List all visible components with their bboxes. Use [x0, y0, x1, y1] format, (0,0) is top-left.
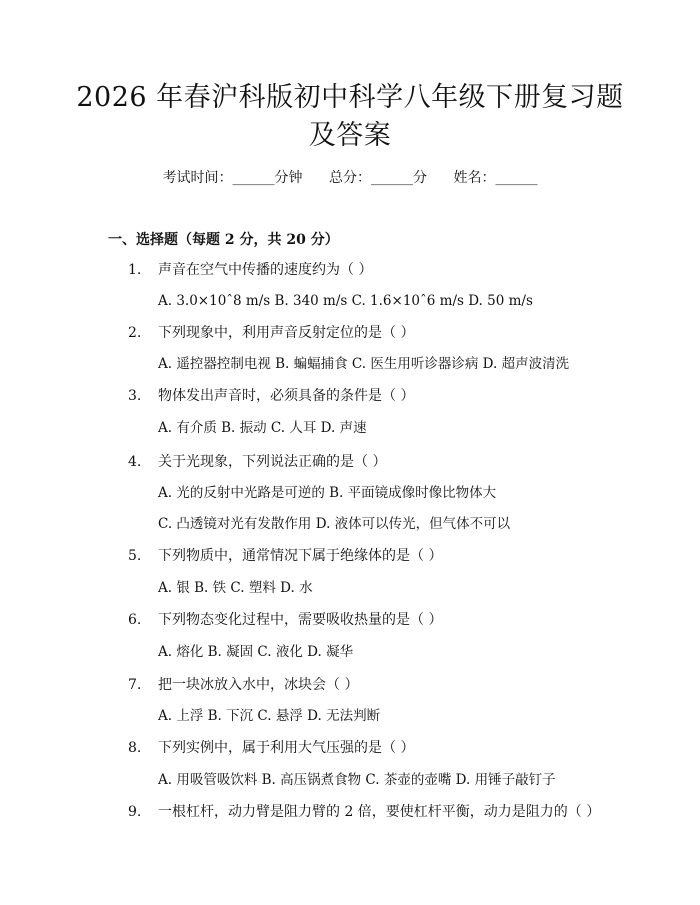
- question-3: [128, 387, 414, 405]
- question-4-options-line-2: C. 凸透镜对光有发散作用 D. 液体可以传光，但气体不可以: [158, 516, 511, 532]
- question-7: [128, 676, 358, 694]
- question-9: [128, 803, 600, 821]
- question-text: 关于光现象，下列说法正确的是（ ）: [158, 454, 387, 470]
- question-text: 下列实例中，属于利用大气压强的是（ ）: [158, 740, 415, 756]
- question-text: 声音在空气中传播的速度约为（ ）: [158, 262, 373, 278]
- question-number: 7.: [128, 677, 142, 693]
- student-name-field: 姓名：______: [453, 170, 538, 186]
- question-4-options-line-1: A. 光的反射中光路是可逆的 B. 平面镜成像时像比物体大: [158, 485, 497, 501]
- section-heading-choice: 一、选择题（每题 2 分，共 20 分）: [108, 232, 339, 248]
- question-2-options: A. 遥控器控制电视 B. 蝙蝠捕食 C. 医生用听诊器诊病 D. 超声波清洗: [158, 356, 570, 372]
- question-1-options: A. 3.0×10ˆ8 m/s B. 340 m/s C. 1.6×10ˆ6 m/s D. 50 m/s: [158, 293, 533, 309]
- question-text: 下列现象中，利用声音反射定位的是（ ）: [158, 325, 415, 341]
- question-1: [128, 261, 372, 279]
- question-number: 3.: [128, 388, 142, 404]
- question-7-options: A. 上浮 B. 下沉 C. 悬浮 D. 无法判断: [158, 708, 381, 724]
- question-number: 1.: [128, 262, 142, 278]
- question-number: 2.: [128, 325, 142, 341]
- question-5-options: A. 银 B. 铁 C. 塑料 D. 水: [158, 580, 313, 596]
- question-number: 5.: [128, 548, 142, 564]
- question-5: [128, 547, 442, 565]
- question-2: [128, 324, 414, 342]
- question-3-options: A. 有介质 B. 振动 C. 人耳 D. 声速: [158, 420, 367, 436]
- question-8: [128, 739, 414, 757]
- question-text: 下列物态变化过程中，需要吸收热量的是（ ）: [158, 612, 443, 628]
- question-text: 物体发出声音时，必须具备的条件是（ ）: [158, 388, 415, 404]
- question-number: 6.: [128, 612, 142, 628]
- question-number: 4.: [128, 454, 142, 470]
- total-score-field: 总分：______分: [329, 170, 427, 186]
- document-title-line-1: 2026 年春沪科版初中科学八年级下册复习题: [76, 82, 624, 113]
- exam-info-line: [0, 169, 700, 187]
- document-title-line-2: 及答案: [308, 120, 392, 151]
- exam-time-field: 考试时间：______分钟: [162, 170, 303, 186]
- question-text: 把一块冰放入水中，冰块会（ ）: [158, 677, 359, 693]
- question-4: [128, 453, 386, 471]
- question-number: 9.: [128, 804, 142, 820]
- question-6-options: A. 熔化 B. 凝固 C. 液化 D. 凝华: [158, 644, 354, 660]
- question-number: 8.: [128, 740, 142, 756]
- question-text: 下列物质中，通常情况下属于绝缘体的是（ ）: [158, 548, 443, 564]
- question-text: 一根杠杆，动力臂是阻力臂的 2 倍，要使杠杆平衡，动力是阻力的（ ）: [158, 804, 601, 820]
- question-8-options: A. 用吸管吸饮料 B. 高压锅煮食物 C. 茶壶的壶嘴 D. 用锤子敲钉子: [158, 772, 556, 788]
- question-6: [128, 611, 442, 629]
